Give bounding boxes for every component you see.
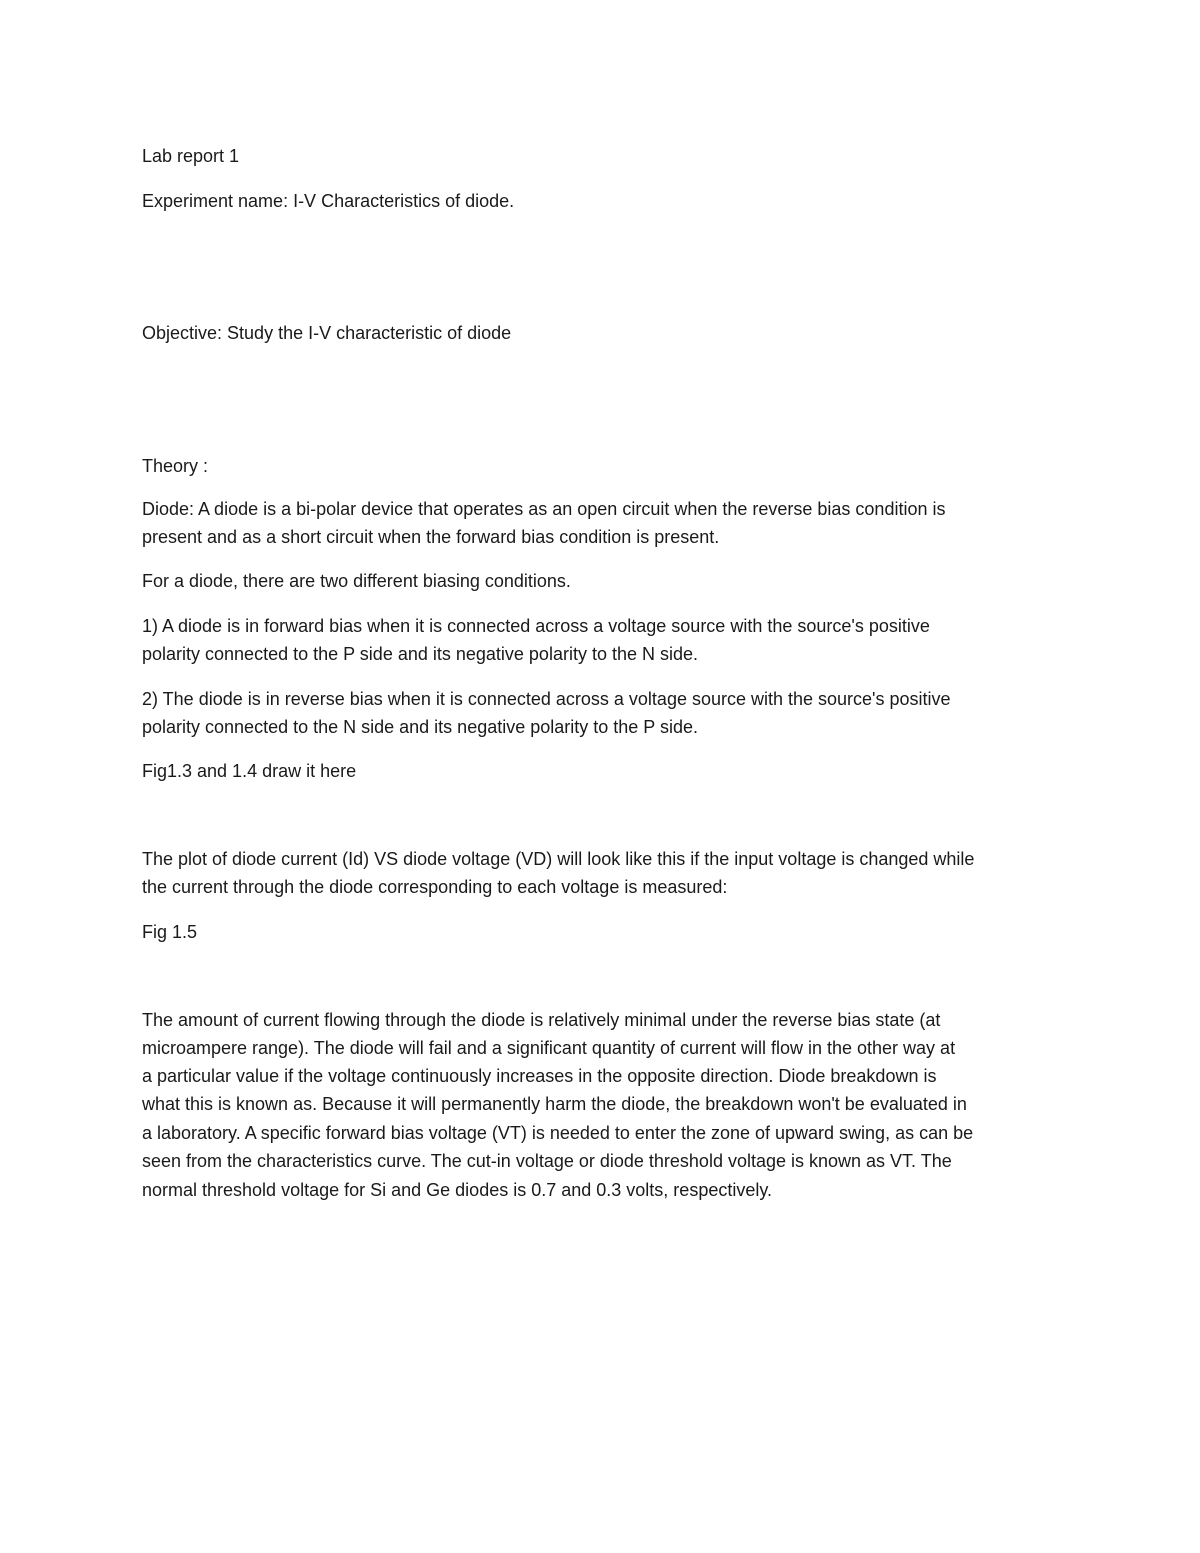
diode-definition-line: present and as a short circuit when the forward bias condition is present.: [142, 527, 720, 547]
reverse-paragraph-line: a particular value if the voltage continuously increases in the opposite direction. Diode breakdown is: [142, 1066, 937, 1086]
figure-note-1: Fig1.3 and 1.4 draw it here: [142, 761, 357, 781]
reverse-paragraph-line: The amount of current flowing through the diode is relatively minimal under the reverse bias state (at: [142, 1010, 941, 1030]
reverse-paragraph-line: normal threshold voltage for Si and Ge diodes is 0.7 and 0.3 volts, respectively.: [142, 1180, 773, 1200]
objective: Objective: Study the I-V characteristic of diode: [142, 323, 512, 343]
reverse-paragraph-line: what this is known as. Because it will permanently harm the diode, the breakdown won't be evaluated in: [142, 1094, 967, 1114]
reverse-bias-line: 2) The diode is in reverse bias when it is connected across a voltage source with the source's positive: [142, 689, 951, 709]
plot-description-line: the current through the diode corresponding to each voltage is measured:: [142, 877, 728, 897]
biasing-intro: For a diode, there are two different biasing conditions.: [142, 571, 571, 591]
plot-description-line: The plot of diode current (Id) VS diode voltage (VD) will look like this if the input voltage is changed while: [142, 849, 975, 869]
reverse-bias-line: polarity connected to the N side and its negative polarity to the P side.: [142, 717, 699, 737]
report-title: Lab report 1: [142, 146, 240, 166]
reverse-paragraph-line: a laboratory. A specific forward bias voltage (VT) is needed to enter the zone of upward swing, as can be: [142, 1123, 974, 1143]
theory-heading: Theory :: [142, 456, 209, 476]
experiment-name: Experiment name: I-V Characteristics of diode.: [142, 191, 515, 211]
forward-bias-line: polarity connected to the P side and its negative polarity to the N side.: [142, 644, 699, 664]
figure-note-2: Fig 1.5: [142, 922, 198, 942]
reverse-paragraph-line: microampere range). The diode will fail and a significant quantity of current will flow in the other way at: [142, 1038, 956, 1058]
reverse-paragraph-line: seen from the characteristics curve. The cut-in voltage or diode threshold voltage is known as VT. The: [142, 1151, 952, 1171]
diode-definition-line: Diode: A diode is a bi-polar device that operates as an open circuit when the reverse bias condition is: [142, 499, 946, 519]
forward-bias-line: 1) A diode is in forward bias when it is connected across a voltage source with the source's positive: [142, 616, 930, 636]
